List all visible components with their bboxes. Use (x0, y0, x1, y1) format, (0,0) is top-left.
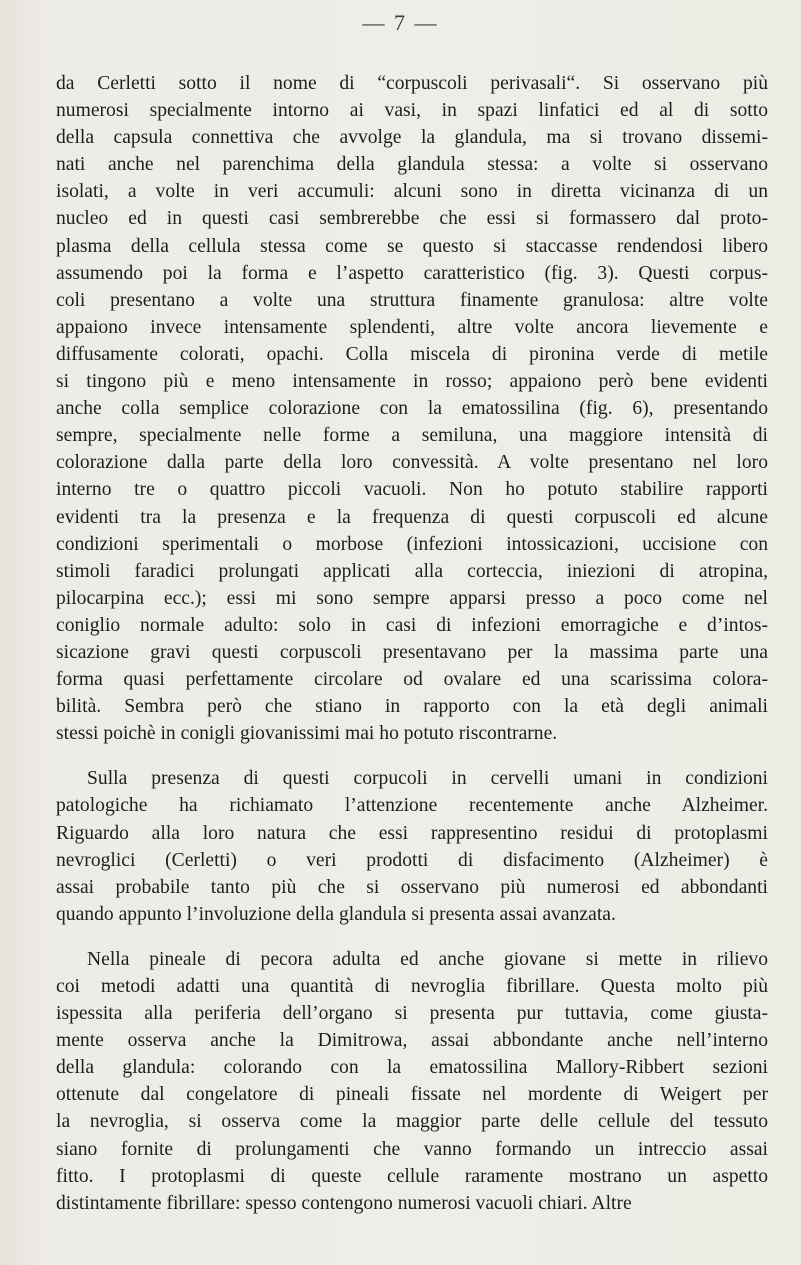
text-line: pilocarpina ecc.); essi mi sono sempre apparsi presso a poco come nel (56, 587, 768, 609)
text-line: Riguardo alla loro natura che essi rappresentino residui di protoplasmi (56, 822, 768, 844)
text-line: forma quasi perfettamente circolare od ovalare ed una scarissima colora- (56, 669, 768, 691)
text-line: condizioni sperimentali o morbose (infezioni intossicazioni, uccisione con (56, 533, 768, 555)
body-text (56, 70, 768, 1217)
text-line: fitto. I protoplasmi di queste cellule raramente mostrano un aspetto (56, 1165, 768, 1187)
text-line: Sulla presenza di questi corpucoli in cervelli umani in condizioni (87, 768, 768, 790)
text-line: assumendo poi la forma e l’aspetto caratteristico (fig. 3). Questi corpus- (56, 262, 768, 284)
text-line: isolati, a volte in veri accumuli: alcuni sono in diretta vicinanza di un (56, 181, 768, 203)
text-line: coli presentano a volte una struttura finamente granulosa: altre volte (56, 289, 768, 311)
text-line: ispessita alla periferia dell’organo si presenta pur tuttavia, come giusta- (56, 1003, 768, 1025)
text-line: assai probabile tanto più che si osservano più numerosi ed abbondanti (56, 876, 768, 898)
text-line: stessi poichè in conigli giovanissimi mai ho potuto riscontrarne. (56, 723, 558, 745)
text-line: si tingono più e meno intensamente in rosso; appaiono però bene evidenti (56, 371, 768, 393)
text-line: mente osserva anche la Dimitrowa, assai abbondante anche nell’interno (56, 1030, 768, 1052)
text-line: da Cerletti sotto il nome di “corpuscoli perivasali“. Si osservano più (56, 73, 768, 94)
text-line: della capsula connettiva che avvolge la glandula, ma si trovano dissemi- (56, 127, 768, 149)
paragraph (56, 765, 768, 928)
text-line: colorazione dalla parte della loro convessità. A volte presentano nel loro (56, 452, 768, 474)
text-line: Nella pineale di pecora adulta ed anche giovane si mette in rilievo (87, 948, 768, 970)
text-line: della glandula: colorando con la ematossilina Mallory-Ribbert sezioni (56, 1057, 768, 1079)
text-line: anche colla semplice colorazione con la ematossilina (fig. 6), presentando (56, 398, 768, 420)
text-line: nati anche nel parenchima della glandula stessa: a volte si osservano (56, 154, 768, 176)
text-line: distintamente fibrillare: spesso contengono numerosi vacuoli chiari. Altre (56, 1192, 632, 1214)
text-line: coniglio normale adulto: solo in casi di infezioni emorragiche e d’intos- (56, 614, 768, 636)
text-line: coi metodi adatti una quantità di nevroglia fibrillare. Questa molto più (56, 976, 768, 997)
text-line: stimoli faradici prolungati applicati alla corteccia, iniezioni di atropina, (56, 560, 768, 582)
text-line: nevroglici (Cerletti) o veri prodotti di disfacimento (Alzheimer) è (56, 849, 768, 871)
text-line: patologiche ha richiamato l’attenzione recentemente anche Alzheimer. (56, 795, 768, 817)
text-line: numerosi specialmente intorno ai vasi, in spazi linfatici ed al di sotto (56, 100, 768, 122)
page-number: — 7 — (362, 10, 439, 35)
paragraph (56, 70, 768, 747)
text-line: interno tre o quattro piccoli vacuoli. Non ho potuto stabilire rapporti (56, 479, 768, 501)
text-line: siano fornite di prolungamenti che vanno formando un intreccio assai (56, 1138, 768, 1160)
text-line: bilità. Sembra però che stiano in rapporto con la età degli animali (56, 696, 768, 718)
text-line: plasma della cellula stessa come se questo si staccasse rendendosi libero (56, 235, 768, 257)
text-line: nucleo ed in questi casi sembrerebbe che essi si formassero dal proto- (56, 208, 768, 230)
text-line: sicazione gravi questi corpuscoli presentavano per la massima parte una (56, 641, 768, 663)
paragraph (56, 946, 768, 1217)
text-line: evidenti tra la presenza e la frequenza di questi corpuscoli ed alcune (56, 506, 768, 528)
text-line: diffusamente colorati, opachi. Colla miscela di pironina verde di metile (56, 343, 768, 365)
text-line: quando appunto l’involuzione della glandula si presenta assai avanzata. (56, 903, 616, 925)
text-line: la nevroglia, si osserva come la maggior parte delle cellule del tessuto (56, 1111, 768, 1133)
text-line: sempre, specialmente nelle forme a semiluna, una maggiore intensità di (56, 425, 768, 447)
text-line: appaiono invece intensamente splendenti, altre volte ancora lievemente e (56, 316, 768, 338)
text-line: ottenute dal congelatore di pineali fissate nel mordente di Weigert per (56, 1084, 768, 1106)
